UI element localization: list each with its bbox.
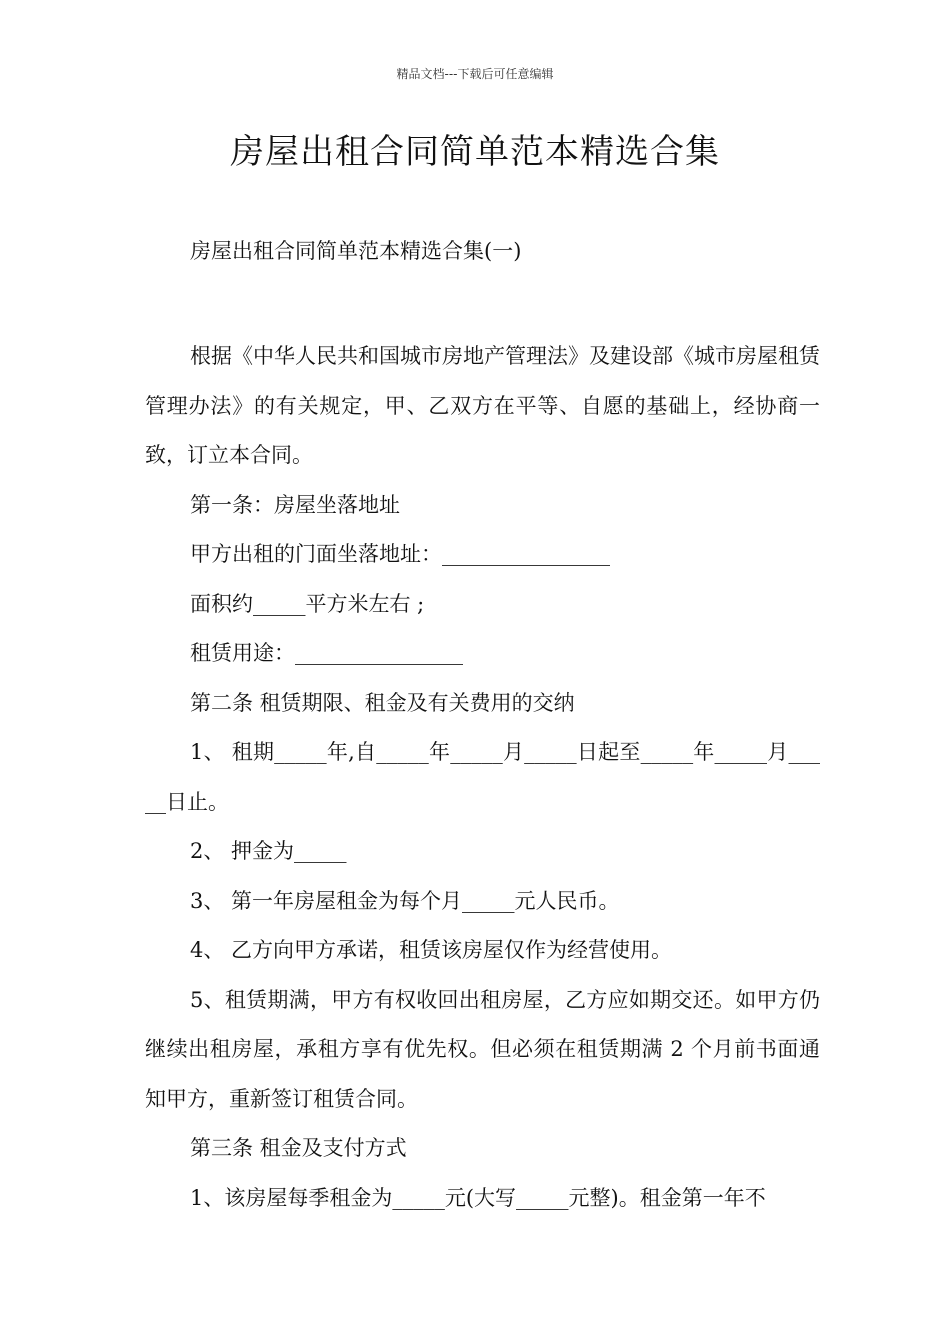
paragraph-first-year-rent: 3、 第一年房屋租金为每个月_____元人民币。 — [190, 888, 620, 913]
paragraph-article-2-heading: 第二条 租赁期限、租金及有关费用的交纳 — [190, 690, 575, 715]
paragraph-usage-promise: 4、 乙方向甲方承诺，租赁该房屋仅作为经营使用。 — [190, 938, 673, 962]
paragraph-lease-expiry: 5、租赁期满，甲方有权收回出租房屋，乙方应如期交还。如甲方仍继续出租房屋，承租方享有优先权。但必须在租赁期满 2 个月前书面通知甲方，重新签订租赁合同。 — [145, 987, 820, 1111]
header-note: 精品文档---下载后可任意编辑 — [396, 67, 554, 81]
section-subtitle: 房屋出租合同简单范本精选合集(一) — [190, 239, 522, 263]
paragraph-intro: 根据《中华人民共和国城市房地产管理法》及建设部《城市房屋租赁管理办法》的有关规定，甲、乙双方在平等、自愿的基础上，经协商一致，订立本合同。 — [145, 344, 820, 467]
paragraph-deposit: 2、 押金为_____ — [190, 839, 347, 863]
paragraph-article-1-heading: 第一条：房屋坐落地址 — [190, 492, 400, 517]
paragraph-article-3-heading: 第三条 租金及支付方式 — [190, 1136, 407, 1160]
paragraph-lease-term: 1、 租期_____年,自_____年_____月_____日起至_____年_____月_____日止。 — [145, 740, 820, 814]
paragraph-address: 甲方出租的门面坐落地址：________________ — [190, 542, 610, 566]
paragraph-area: 面积约_____平方米左右 ; — [190, 591, 425, 616]
paragraph-usage: 租赁用途：________________ — [190, 641, 463, 665]
document-body — [145, 332, 820, 1223]
document-title: 房屋出租合同简单范本精选合集 — [230, 132, 720, 172]
paragraph-quarterly-rent: 1、该房屋每季租金为_____元(大写_____元整)。租金第一年不 — [190, 1185, 766, 1210]
